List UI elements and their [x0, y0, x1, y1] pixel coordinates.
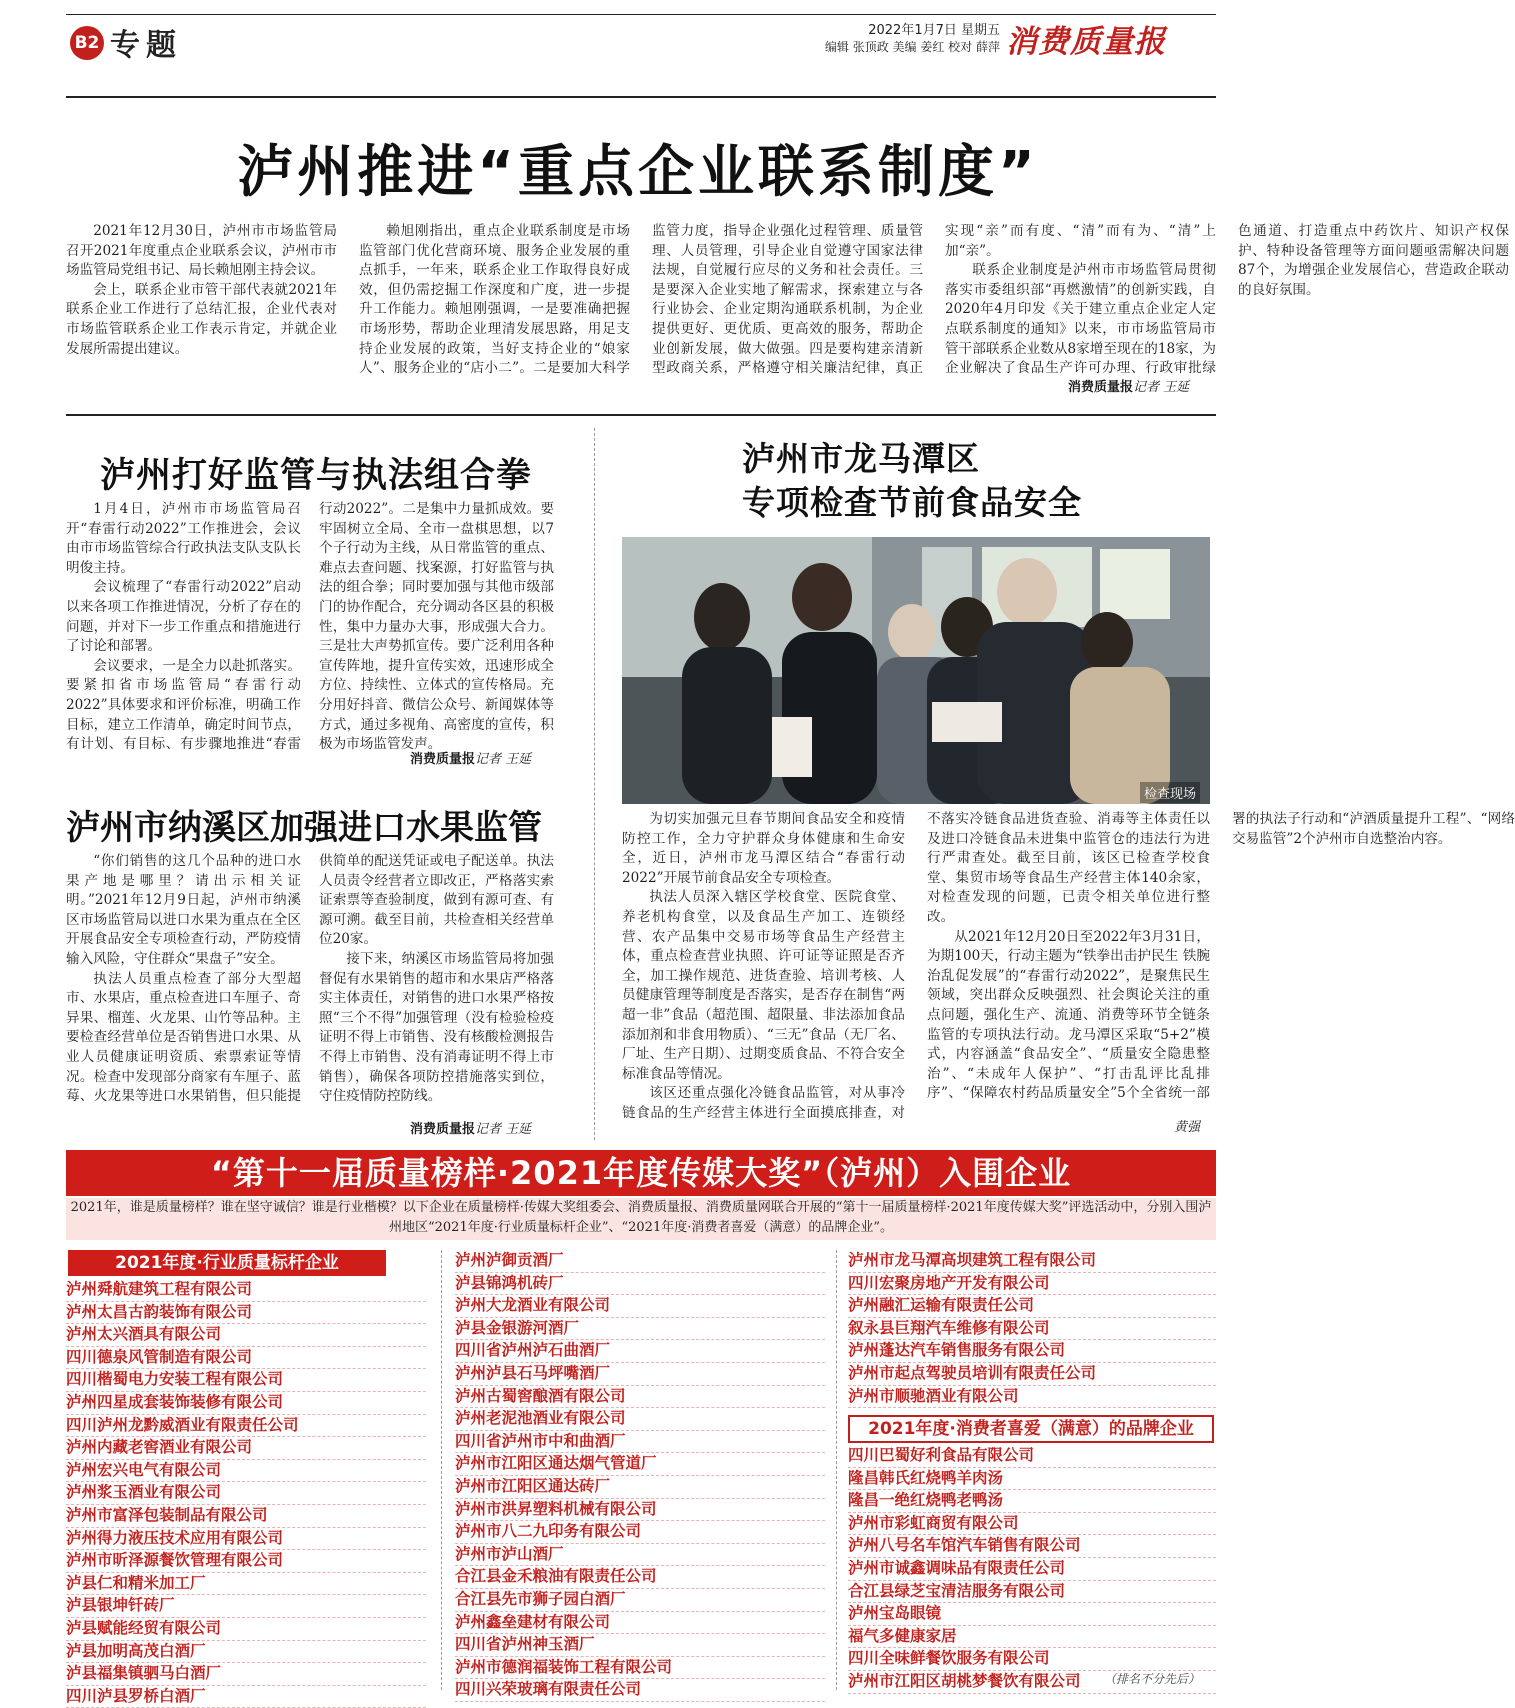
company-list-item: 合江县金禾粮油有限责任公司	[455, 1566, 825, 1589]
company-list-item: 隆昌一绝红烧鸭老鸭汤	[848, 1490, 1216, 1513]
company-list-item: 泸州浆玉酒业有限公司	[66, 1482, 426, 1505]
enforcement-byline	[410, 748, 531, 767]
company-list-item: 泸州市江阳区通达砖厂	[455, 1476, 825, 1499]
inspection-photo	[622, 537, 1210, 804]
company-list-item: 泸州市江阳区通达烟气管道厂	[455, 1453, 825, 1476]
company-list-item: 泸州市龙马潭高坝建筑工程有限公司	[848, 1250, 1216, 1273]
company-list-item: 泸州古蜀窖酿酒有限公司	[455, 1386, 825, 1409]
main-byline	[1068, 376, 1189, 395]
paragraph: 接下来，纳溪区市场监管局将加强督促有水果销售的超市和水果店严格落实主体责任，对销售的进口水果严格按照“三个不得”加强管理（没有检验检疫证明不得上市销售、没有核酸检测报告不得上市销售、没有消毒证明不得上市销售），确保各项防控措施落实到位，守住疫情防控防线。	[319, 950, 554, 1105]
enforcement-headline: 泸州打好监管与执法组合拳	[100, 456, 533, 496]
company-list-item: 泸州太昌古韵装饰有限公司	[66, 1302, 426, 1325]
company-list-item: 泸县赋能经贸有限公司	[66, 1618, 426, 1641]
company-list-item: 泸州市彩虹商贸有限公司	[848, 1513, 1216, 1536]
company-list-item: 四川泸县罗桥白酒厂	[66, 1686, 426, 1708]
paragraph: 该区还重点强化冷链食品监管，对从事冷链食品的生产经营主体进行全面摸底排查，对不落实冷链食品进货查验、消毒等主体责任以及进口冷链食品未进集中监管仓的违法行为进行严肃查处。截至目前，该区已检查学校食堂、集贸市场等食品生产经营主体140余家，对检查发现的问题，已责令相关单位进行整改。	[622, 811, 1210, 1121]
photo-caption: 检查现场	[1140, 782, 1200, 803]
company-list-item: 泸州老泥池酒业有限公司	[455, 1408, 825, 1431]
paragraph: 联系企业制度是泸州市市场监管局贯彻落实市委组织部“再燃激情”的创新实践，自2020年4月印发《关于建立重点企业定人定点联系制度的通知》以来，市市场监管局市管干部联系企业数从8家增至现在的18家，为企业解决了食品生产许可办理、行政审批绿色通道、打造重点中药饮片、知识产权保护、特种设备管理等方面问题亟需解决问题87个，为增强企业发展信心，营造政企联动的良好氛围。	[945, 223, 1509, 377]
paragraph: 1月4日，泸州市市场监管局召开“春雷行动2022”工作推进会，会议由市市场监管综合行政执法支队支队长明俊主持。	[66, 501, 301, 576]
company-list-item: 四川省泸州市中和曲酒厂	[455, 1431, 825, 1454]
newspaper-masthead: 消费质量报	[1006, 24, 1166, 60]
company-list-item: 泸州融汇运输有限责任公司	[848, 1295, 1216, 1318]
page-number-badge: B2	[70, 26, 104, 60]
paragraph: 为切实加强元旦春节期间食品安全和疫情防控工作，全力守护群众身体健康和生命安全，近日，泸州市龙马潭区结合“春雷行动2022”开展节前食品安全专项检查。	[622, 811, 905, 886]
company-list-item: 泸州八号名车馆汽车销售有限公司	[848, 1535, 1216, 1558]
company-list-item: 泸州市富泽包装制品有限公司	[66, 1505, 426, 1528]
award-intro: 2021年，谁是质量榜样？谁在坚守诚信？谁是行业楷模？以下企业在质量榜样·传媒大奖组委会、消费质量报、消费质量网联合开展的“第十一届质量榜样·2021年度传媒大奖”评选活动中，分别入围泸州地区“2021年度·行业质量标杆企业”、“2021年度·消费者喜爱（满意）的品牌企业”。	[66, 1198, 1216, 1240]
company-list-item: 泸县仁和精米加工厂	[66, 1573, 426, 1596]
naxi-article-body	[66, 852, 554, 1116]
company-list-item: 泸州泸御贡酒厂	[455, 1250, 825, 1273]
paragraph: 执法人员重点检查了部分大型超市、水果店，重点检查进口车厘子、奇异果、榴莲、火龙果、山竹等品种。主要检查经营单位是否销售进口水果、从业人员健康证明资质、索票索证等情况。检查中发现部分商家有车厘子、蓝莓、火龙果等进口水果销售，但只能提供简单的配送凭证或电子配送单。执法人员责令经营者立即改正，严格落实索证索票等查验制度，做到有源可查、有源可溯。截至目前，共检查相关经营单位20家。	[66, 853, 554, 1105]
company-list-item: 泸州市洪昇塑料机械有限公司	[455, 1499, 825, 1522]
company-list-item: 泸州鑫垒建材有限公司	[455, 1612, 825, 1635]
longmatan-byline	[1174, 1116, 1200, 1135]
byline-reporter: 记者 王延	[1133, 380, 1190, 395]
company-list-item: 泸州市昕泽源餐饮管理有限公司	[66, 1550, 426, 1573]
byline-org: 消费质量报	[410, 752, 476, 767]
byline-reporter: 记者 王延	[475, 752, 532, 767]
byline-reporter: 记者 王延	[475, 1122, 532, 1137]
company-list-item: 泸州太兴酒具有限公司	[66, 1324, 426, 1347]
company-list-item: 泸县福集镇驷马白酒厂	[66, 1663, 426, 1686]
quality-benchmark-list-title: 2021年度·行业质量标杆企业	[68, 1250, 386, 1276]
company-list-item: 泸县金银游河酒厂	[455, 1318, 825, 1341]
editor-credits: 编辑 张顶政 美编 姜红 校对 薛萍	[824, 40, 1000, 54]
column-divider	[594, 428, 595, 1140]
quality-benchmark-list-col3	[848, 1250, 1216, 1408]
longmatan-headline-line2: 专项检查节前食品安全	[742, 483, 1082, 522]
company-list-item: 泸州内藏老窖酒业有限公司	[66, 1437, 426, 1460]
paragraph: 会议梳理了“春雷行动2022”启动以来各项工作推进情况，分析了存在的问题，并对下一步工作重点和措施进行了讨论和部署。	[66, 579, 301, 655]
paragraph: 会上，联系企业市管干部代表就2021年联系企业工作进行了总结汇报，企业代表对市场监管联系企业工作表示肯定，并就企业发展所需提出建议。	[66, 281, 337, 357]
company-list-item: 四川省泸州神玉酒厂	[455, 1634, 825, 1657]
longmatan-headline-line1: 泸州市龙马潭区	[742, 439, 980, 478]
company-list-item: 四川宏聚房地产开发有限公司	[848, 1273, 1216, 1296]
company-list-item: 泸州市顺驰酒业有限公司	[848, 1386, 1216, 1409]
company-list-item: 泸州泸县石马坪嘴酒厂	[455, 1363, 825, 1386]
consumer-favorite-list-title: 2021年度·消费者喜爱（满意）的品牌企业	[848, 1415, 1214, 1443]
company-list-item: 泸州宝岛眼镜	[848, 1603, 1216, 1626]
company-list-item: 四川全味鲜餐饮服务有限公司	[848, 1648, 1216, 1671]
company-list-item: 泸州蓬达汽车销售服务有限公司	[848, 1340, 1216, 1363]
company-list-item: 泸州四星成套装饰装修有限公司	[66, 1392, 426, 1415]
company-list-item: 四川泸州龙黔威酒业有限责任公司	[66, 1415, 426, 1438]
issue-date: 2022年1月7日 星期五	[868, 23, 1000, 38]
company-list-item: 泸县加明高茂白酒厂	[66, 1641, 426, 1664]
main-article-body	[66, 222, 1509, 396]
company-list-item: 隆昌韩氏红烧鸭羊肉汤	[848, 1468, 1216, 1491]
consumer-favorite-list	[848, 1445, 1216, 1694]
quality-benchmark-list-col1	[66, 1279, 426, 1708]
company-list-item: 四川德泉风管制造有限公司	[66, 1347, 426, 1370]
section-title: 专题	[110, 28, 182, 63]
inspection-photo-illustration	[622, 537, 1210, 804]
header-rule	[66, 96, 1216, 98]
section-rule	[66, 414, 1216, 416]
paragraph: 2021年12月30日，泸州市市场监管局召开2021年度重点企业联系会议，泸州市市场监管局党组书记、局长赖旭刚主持会议。	[66, 223, 337, 279]
company-list-item: 泸县锦鸿机砖厂	[455, 1273, 825, 1296]
ranking-note: （排名不分先后）	[1104, 1672, 1201, 1686]
company-list-item: 泸州市泸山酒厂	[455, 1544, 825, 1567]
company-list-item: 泸州市八二九印务有限公司	[455, 1521, 825, 1544]
company-list-item: 福气多健康家居	[848, 1626, 1216, 1649]
company-list-item: 泸州得力液压技术应用有限公司	[66, 1528, 426, 1551]
company-list-item: 叙永县巨翔汽车维修有限公司	[848, 1318, 1216, 1341]
byline-org: 消费质量报	[1068, 380, 1134, 395]
company-list-item: 泸州舜航建筑工程有限公司	[66, 1279, 426, 1302]
paragraph: 执法人员深入辖区学校食堂、医院食堂、养老机构食堂，以及食品生产加工、连锁经营、农产品集中交易市场等食品生产经营主体，重点检查营业执照、许可证等证照是否齐全，加工操作规范、进货查验、培训考核、人员健康管理等制度是否落实，是否存在制售“两超一非”食品（超范围、超限量、非法添加食品添加剂和非食用物质）、“三无”食品（无厂名、厂址、生产日期）、过期变质食品、不符合安全标准食品等情况。	[622, 889, 905, 1082]
paragraph: 赖旭刚指出，重点企业联系制度是市场监管部门优化营商环境、服务企业发展的重点抓手，一年来，联系企业工作取得良好成效，但仍需挖掘工作深度和广度，进一步提升工作能力。赖旭刚强调，一是要准确把握市场形势，帮助企业理清发展思路，用足支持企业发展的政策，当好支持企业的“娘家人”、服务企业的“店小二”。二是要加大科学监管力度，指导企业强化过程管理、质量管理、人员管理，引导企业自觉遵守国家法律法规，自觉履行应尽的义务和社会责任。三是要深入企业实地了解需求，探索建立与各行业协会、企业定期沟通联系机制，为企业提供更好、更优质、更高效的服务，帮助企业创新发展，做大做强。四是要构建亲清新型政商关系，严格遵守相关廉洁纪律，真正实现“亲”而有度、“清”而有为、“清”上加“亲”。	[359, 223, 1216, 377]
list-divider	[836, 1250, 837, 1690]
company-list-item: 合江县先市狮子园白酒厂	[455, 1589, 825, 1612]
paragraph: 从2021年12月20日至2022年3月31日，为期100天，行动主题为“铁拳出击护民生 铁腕治乱促发展”的“春雷行动2022”，是聚焦民生领域，突出群众反映强烈、社会舆论关注的重点问题，强化生产、流通、消费等环节全链条监管的专项执法行动。龙马潭区采取“5+2”模式，内容涵盖“食品安全”、“质量安全隐患整治”、“未成年人保护”、“打击乱评比乱排序”、“保障农村药品质量安全”5个全省统一部署的执法子行动和“泸酒质量提升工程”、“网络交易监管”2个泸州市自选整治内容。	[927, 811, 1515, 1102]
longmatan-article-body	[622, 810, 1515, 1128]
company-list-item: 泸州市江阳区胡桃梦餐饮有限公司	[848, 1671, 1216, 1694]
award-banner: “第十一届质量榜样·2021年度传媒大奖”（泸州）入围企业	[66, 1150, 1216, 1196]
company-list-item: 泸州大龙酒业有限公司	[455, 1295, 825, 1318]
company-list-item: 泸县银坤钎砖厂	[66, 1595, 426, 1618]
company-list-item: 泸州市起点驾驶员培训有限责任公司	[848, 1363, 1216, 1386]
main-headline: 泸州推进“重点企业联系制度”	[237, 140, 1039, 205]
naxi-byline	[410, 1118, 531, 1137]
company-list-item: 泸州市德润福装饰工程有限公司	[455, 1657, 825, 1680]
quality-benchmark-list-col2	[455, 1250, 825, 1702]
list-divider	[441, 1250, 442, 1690]
company-list-item: 四川巴蜀好利食品有限公司	[848, 1445, 1216, 1468]
company-list-item: 四川省泸州泸石曲酒厂	[455, 1340, 825, 1363]
company-list-item: 四川楷蜀电力安装工程有限公司	[66, 1369, 426, 1392]
byline-org: 消费质量报	[410, 1122, 476, 1137]
company-list-item: 四川兴荣玻璃有限责任公司	[455, 1679, 825, 1702]
paragraph: 会议要求，一是全力以赴抓落实。要紧扣省市场监管局“春雷行动2022”具体要求和评价标准，明确工作目标，建立工作清单，确定时间节点，有计划、有目标、有步骤地推进“春雷行动2022”。二是集中力量抓成效。要牢固树立全局、全市一盘棋思想，以7个子行动为主线，从日常监管的重点、难点去查问题、找案源，打好监管与执法的组合拳；同时要加强与其他市级部门的协作配合，充分调动各区县的积极性，集中力量办大事，形成强大合力。三是壮大声势抓宣传。要广泛利用各种宣传阵地，提升宣传实效，迅速形成全方位、持续性、立体式的宣传格局。充分用好抖音、微信公众号、新闻媒体等方式，通过多视角、高密度的宣传，积极为市场监管发声。	[66, 501, 554, 753]
company-list-item: 泸州市诚鑫调味品有限责任公司	[848, 1558, 1216, 1581]
naxi-headline: 泸州市纳溪区加强进口水果监管	[66, 808, 542, 848]
company-list-item: 合江县绿芝宝清洁服务有限公司	[848, 1581, 1216, 1604]
top-rule	[66, 14, 1216, 15]
enforcement-article-body	[66, 500, 554, 762]
paragraph: “你们销售的这几个品种的进口水果产地是哪里？请出示相关证明。”2021年12月9日起，泸州市纳溪区市场监管局以进口水果为重点在全区开展食品安全专项检查行动，严防疫情输入风险，守住群众“果盘子”安全。	[66, 853, 301, 967]
company-list-item: 泸州宏兴电气有限公司	[66, 1460, 426, 1483]
byline-reporter: 黄强	[1174, 1120, 1201, 1135]
